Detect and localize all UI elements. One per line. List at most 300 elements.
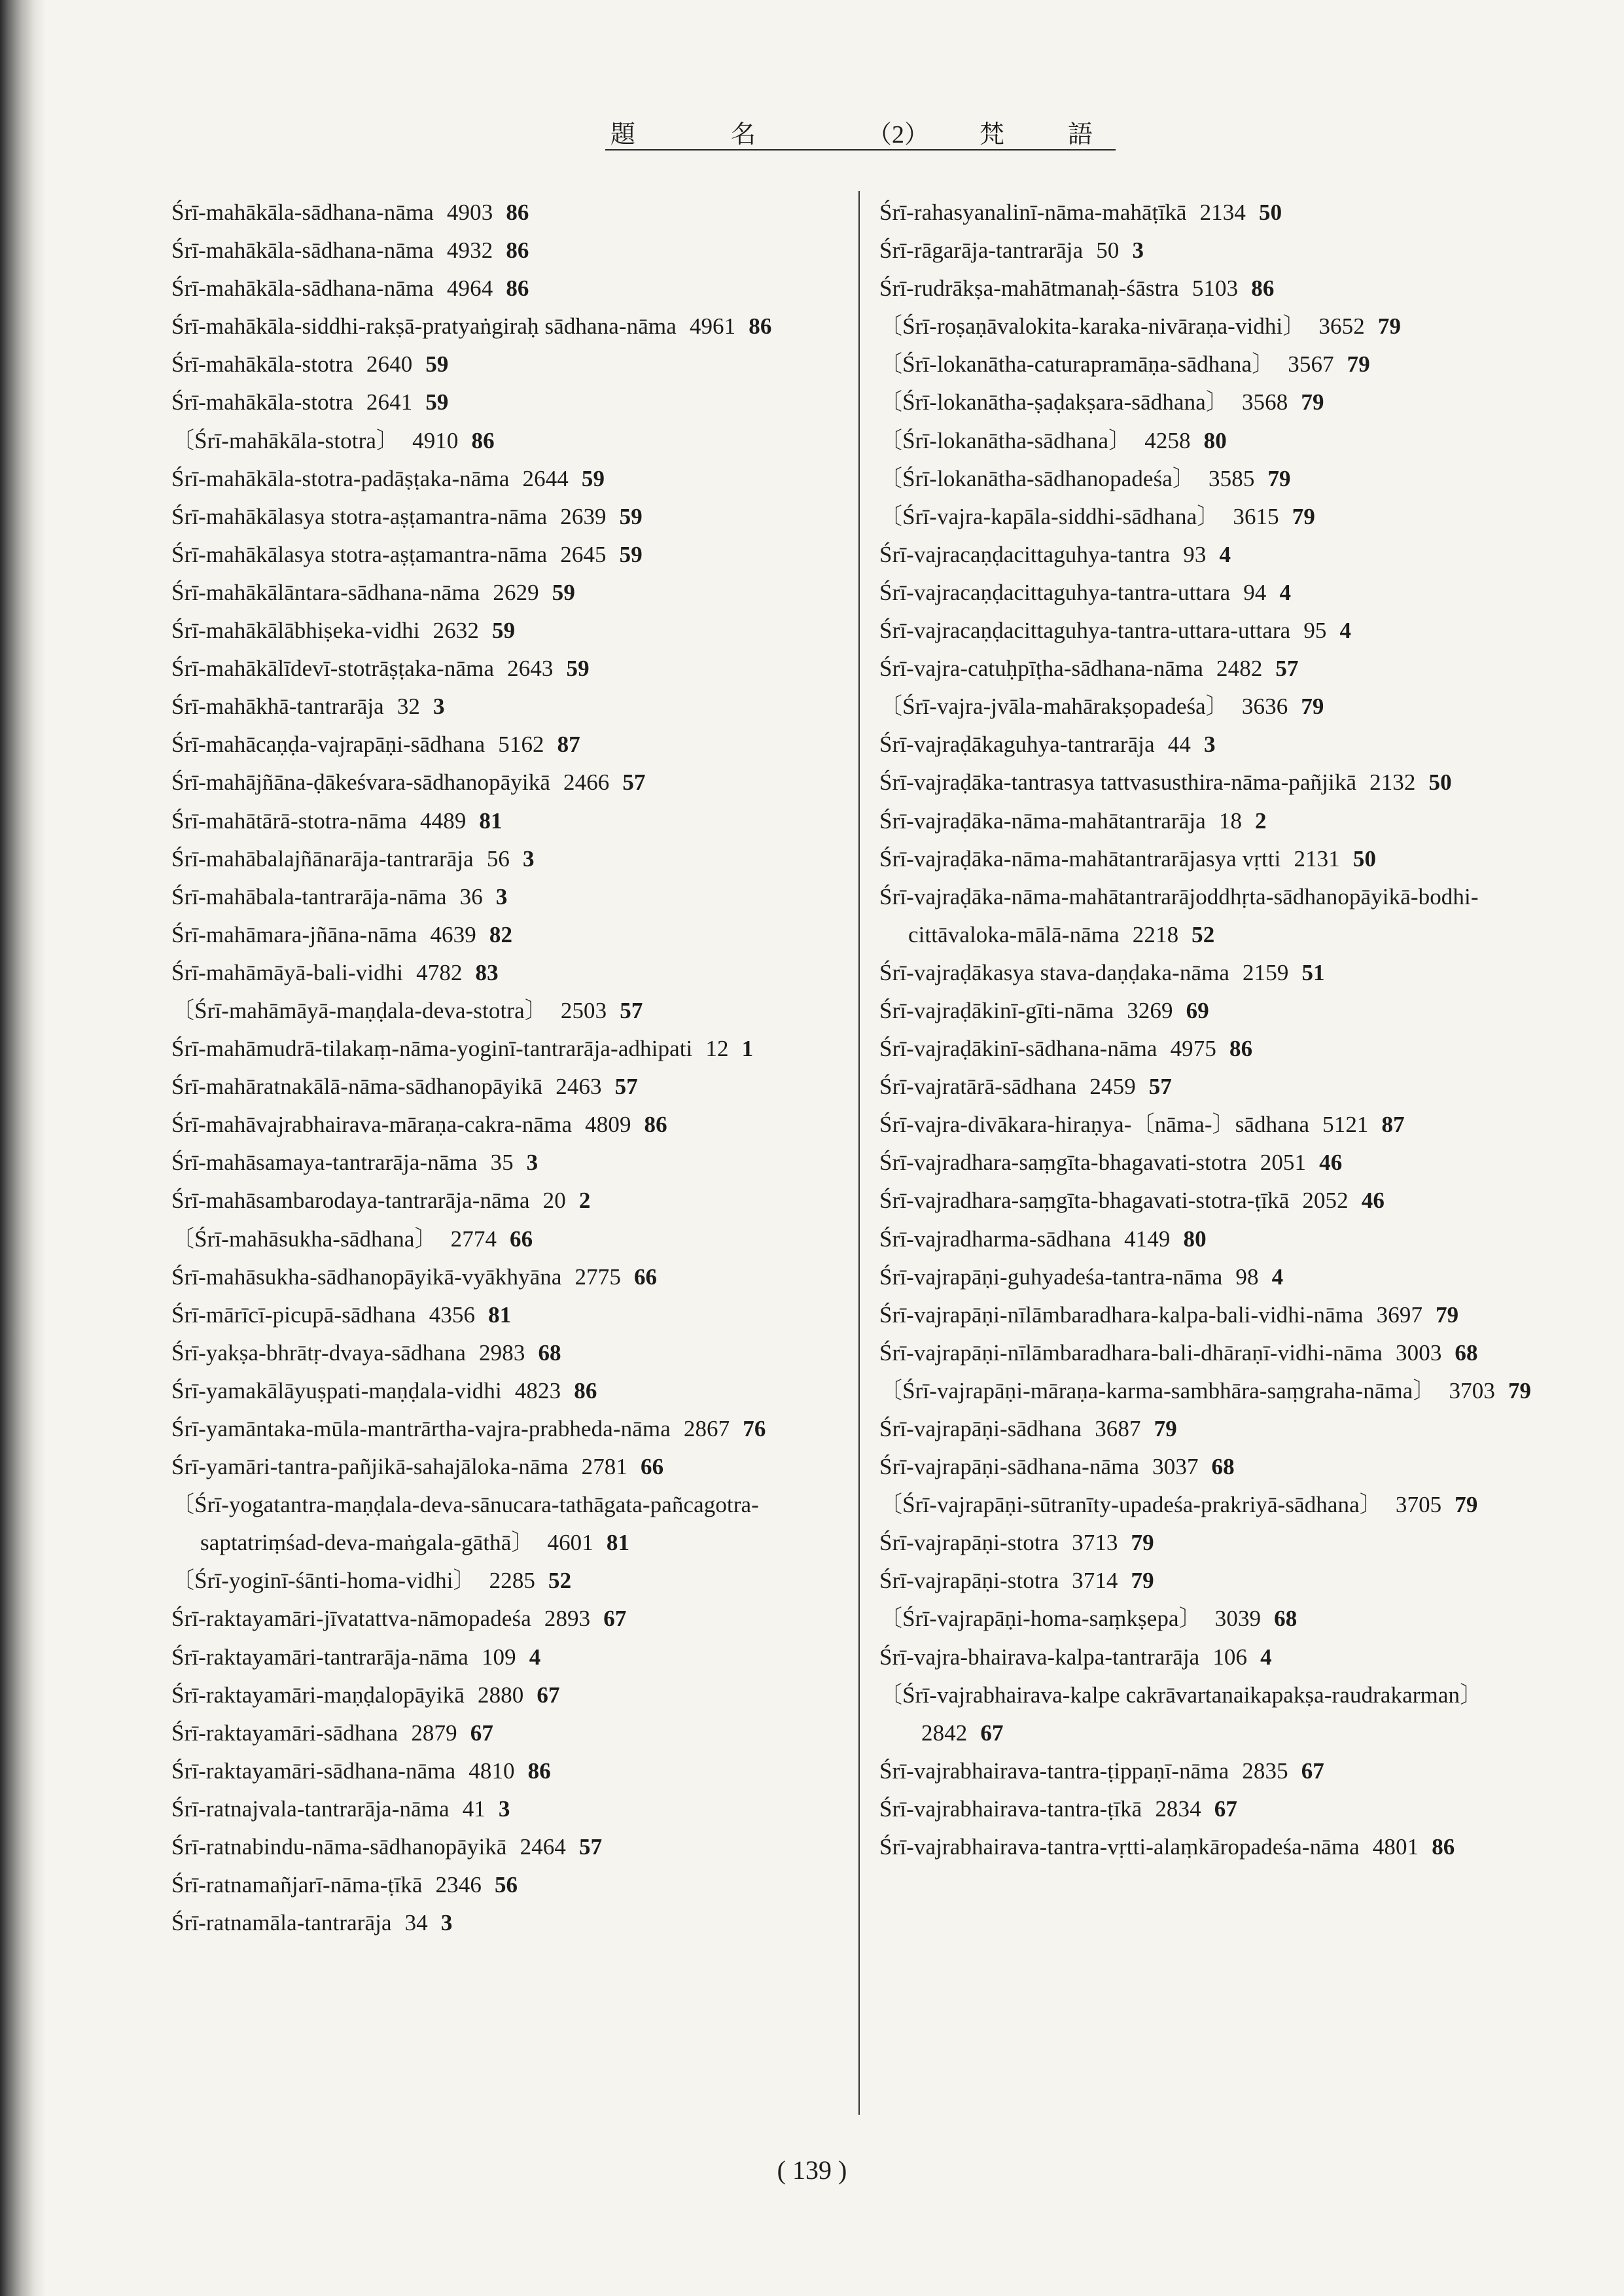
entry-volume: 66	[633, 1263, 658, 1290]
entry-title: Śrī-vajra-bhairava-kalpa-tantrarāja	[879, 1644, 1200, 1670]
entry-volume: 80	[1183, 1226, 1207, 1252]
entry-title: Śrī-mahāsamaya-tantrarāja-nāma	[171, 1150, 478, 1176]
entry-number: 3003	[1396, 1339, 1442, 1366]
entry-volume: 59	[492, 618, 516, 644]
index-entry	[171, 1144, 839, 1182]
entry-number: 2774	[450, 1226, 497, 1252]
entry-volume: 50	[1352, 845, 1377, 872]
entry-volume: 3	[498, 1795, 510, 1822]
entry-title: Śrī-mahāmara-jñāna-nāma	[171, 921, 417, 947]
entry-number: 5162	[498, 732, 544, 758]
entry-volume: 81	[479, 807, 503, 834]
entry-title: Śrī-yakṣa-bhrātṛ-dvaya-sādhana	[171, 1339, 467, 1366]
entry-number: 3697	[1376, 1301, 1423, 1328]
entry-volume: 3	[440, 1910, 453, 1936]
entry-volume: 68	[1211, 1454, 1235, 1480]
entry-number: 4810	[468, 1757, 515, 1784]
entry-title: Śrī-mahātārā-stotra-nāma	[171, 807, 408, 834]
entry-number: 3703	[1449, 1377, 1495, 1404]
entry-volume: 52	[548, 1568, 572, 1594]
entry-title: 〔Śrī-yoginī-śānti-homa-vidhi〕	[171, 1568, 476, 1594]
entry-title: Śrī-vajrabhairava-tantra-vṛtti-alaṃkāropadeśa-nāma	[879, 1834, 1360, 1860]
column-divider	[858, 191, 860, 2115]
index-entry	[171, 1676, 839, 1714]
entry-volume: 46	[1361, 1188, 1385, 1214]
entry-volume: 59	[619, 503, 643, 529]
entry-title: Śrī-yamāri-tantra-pañjikā-sahajāloka-nāma	[171, 1454, 569, 1480]
entry-title: Śrī-vajrapāṇi-nīlāmbaradhara-bali-dhāraṇī-vidhi-nāma	[879, 1339, 1383, 1366]
entry-title: Śrī-raktayamāri-sādhana-nāma	[171, 1757, 456, 1784]
entry-volume: 86	[1251, 275, 1275, 302]
entry-title: Śrī-mahājñāna-ḍākeśvara-sādhanopāyikā	[171, 769, 550, 796]
entry-volume: 4	[1279, 579, 1292, 605]
index-entry	[879, 764, 1566, 802]
entry-number: 2645	[560, 541, 607, 567]
index-entry	[171, 802, 839, 840]
entry-volume: 67	[980, 1720, 1004, 1746]
index-entry	[879, 1524, 1566, 1562]
entry-number: 2775	[574, 1263, 621, 1290]
entry-title: Śrī-mahāvajrabhairava-māraṇa-cakra-nāma	[171, 1112, 573, 1138]
index-entry	[171, 1448, 839, 1486]
index-entry	[171, 954, 839, 992]
entry-volume: 86	[1432, 1834, 1455, 1860]
entry-title: Śrī-yamāntaka-mūla-mantrārtha-vajra-prabheda-nāma	[171, 1416, 671, 1441]
index-entry	[171, 764, 839, 802]
entry-number: 2466	[563, 769, 610, 796]
index-entry	[879, 460, 1566, 498]
index-entry	[879, 688, 1566, 726]
header-title-char-1: 題	[610, 121, 636, 149]
entry-title: Śrī-vajrapāṇi-nīlāmbaradhara-kalpa-bali-vidhi-nāma	[879, 1301, 1364, 1328]
entry-number: 4932	[446, 238, 493, 264]
entry-number: 4964	[446, 275, 493, 302]
entry-title: Śrī-mahākāla-sādhana-nāma	[171, 275, 434, 302]
index-entry	[879, 802, 1566, 840]
entry-number: 3687	[1095, 1416, 1141, 1441]
entry-number: 2641	[366, 389, 413, 415]
entry-number: 2781	[581, 1454, 627, 1480]
entry-title: Śrī-mahākālāntara-sādhana-nāma	[171, 579, 480, 605]
entry-volume: 86	[506, 275, 529, 302]
entry-number: 4782	[416, 959, 463, 985]
index-entry	[879, 1752, 1566, 1790]
entry-number: 20	[542, 1188, 566, 1214]
entry-title: Śrī-vajrapāṇi-stotra	[879, 1568, 1059, 1594]
entry-number: 4961	[689, 313, 736, 340]
index-entry	[879, 1106, 1566, 1144]
entry-title: Śrī-mahāsukha-sādhanopāyikā-vyākhyāna	[171, 1263, 562, 1290]
index-entry	[171, 840, 839, 878]
entry-volume: 79	[1436, 1301, 1459, 1328]
index-entry	[879, 1296, 1566, 1334]
entry-title: Śrī-mahāratnakālā-nāma-sādhanopāyikā	[171, 1074, 543, 1100]
entry-title: Śrī-ratnamañjarī-nāma-ṭīkā	[171, 1872, 423, 1898]
entry-volume: 46	[1319, 1150, 1343, 1176]
entry-volume: 3	[526, 1150, 538, 1176]
index-entry	[879, 536, 1566, 574]
entry-title: 〔Śrī-vajrapāṇi-sūtranīty-upadeśa-prakriyā-sādhana〕	[879, 1492, 1383, 1518]
entry-volume: 69	[1186, 997, 1209, 1023]
entry-number: 36	[459, 883, 483, 910]
index-entry	[171, 1600, 839, 1638]
entry-volume: 79	[1301, 389, 1324, 415]
index-entry	[171, 1562, 839, 1600]
entry-number: 2842	[921, 1720, 968, 1746]
index-entry	[171, 574, 839, 612]
entry-volume: 4	[1339, 618, 1352, 644]
index-entry	[879, 1638, 1566, 1676]
index-entry	[171, 1182, 839, 1220]
entry-title: Śrī-mahākāla-sādhana-nāma	[171, 238, 434, 264]
entry-volume: 68	[1455, 1339, 1478, 1366]
index-entry	[171, 460, 839, 498]
right-index-column	[879, 194, 1566, 2111]
index-entry	[171, 916, 839, 954]
entry-volume: 57	[620, 997, 643, 1023]
index-entry	[171, 194, 839, 232]
index-entry	[879, 422, 1566, 460]
entry-volume: 3	[523, 845, 535, 872]
entry-number: 2052	[1302, 1188, 1349, 1214]
entry-volume: 50	[1428, 769, 1452, 796]
index-entry	[879, 1486, 1566, 1524]
entry-number: 3713	[1072, 1530, 1118, 1556]
index-entry	[171, 1220, 839, 1258]
entry-number: 2879	[411, 1720, 457, 1746]
entry-title: Śrī-vajradhara-saṃgīta-bhagavati-stotra-ṭīkā	[879, 1188, 1290, 1214]
entry-volume: 66	[641, 1454, 664, 1480]
entry-number: 4639	[430, 921, 476, 947]
entry-number: 2893	[544, 1606, 591, 1632]
entry-number: 94	[1243, 579, 1267, 605]
index-entry	[879, 992, 1566, 1030]
entry-title: Śrī-raktayamāri-jīvatattva-nāmopadeśa	[171, 1606, 531, 1632]
entry-title: Śrī-raktayamāri-tantrarāja-nāma	[171, 1644, 468, 1670]
entry-title: Śrī-mahākāla-sādhana-nāma	[171, 200, 434, 225]
entry-number: 4258	[1144, 427, 1191, 453]
index-entry	[879, 840, 1566, 878]
index-entry	[171, 688, 839, 726]
entry-title: Śrī-rudrākṣa-mahātmanaḥ-śāstra	[879, 275, 1179, 302]
entry-title: Śrī-rāgarāja-tantrarāja	[879, 238, 1084, 264]
entry-volume: 86	[574, 1377, 597, 1404]
index-entry	[171, 1828, 839, 1866]
entry-volume: 50	[1258, 200, 1282, 225]
entry-title: Śrī-mahābalajñānarāja-tantrarāja	[171, 845, 474, 872]
entry-volume: 79	[1377, 313, 1402, 340]
entry-volume: 51	[1301, 959, 1325, 985]
entry-volume: 86	[644, 1112, 667, 1138]
index-entry	[171, 270, 839, 308]
entry-volume: 66	[510, 1226, 533, 1252]
index-entry	[879, 574, 1566, 612]
entry-number: 35	[490, 1150, 514, 1176]
entry-volume: 68	[1274, 1606, 1297, 1632]
index-entry	[879, 1220, 1566, 1258]
index-entry	[171, 536, 839, 574]
entry-volume: 79	[1301, 694, 1324, 720]
entry-volume: 86	[749, 313, 772, 340]
entry-number: 4809	[585, 1112, 631, 1138]
index-entry	[879, 612, 1566, 650]
index-entry	[171, 1068, 839, 1106]
entry-volume: 3	[1132, 238, 1144, 264]
entry-number: 2880	[478, 1682, 524, 1708]
entry-volume: 59	[581, 465, 605, 491]
index-entry	[171, 1714, 839, 1752]
index-entry	[879, 1676, 1566, 1752]
index-entry	[171, 612, 839, 650]
entry-title: Śrī-mahākāla-stotra	[171, 389, 353, 415]
entry-title: Śrī-vajradharma-sādhana	[879, 1226, 1112, 1252]
entry-number: 2463	[556, 1074, 602, 1100]
page-header	[605, 110, 1116, 150]
entry-number: 32	[397, 694, 421, 720]
entry-number: 5103	[1192, 275, 1239, 302]
entry-number: 2834	[1155, 1795, 1201, 1822]
entry-title: Śrī-vajrapāṇi-stotra	[879, 1530, 1059, 1556]
entry-title: Śrī-mahākālīdevī-stotrāṣṭaka-nāma	[171, 656, 495, 682]
header-title-char-2: 名	[731, 121, 756, 149]
entry-number: 5121	[1322, 1112, 1369, 1138]
index-entry	[879, 345, 1566, 383]
entry-number: 4910	[412, 427, 459, 453]
entry-number: 2134	[1199, 200, 1246, 225]
index-entry	[879, 650, 1566, 688]
entry-volume: 79	[1267, 465, 1291, 491]
entry-title: Śrī-vajraḍāka-tantrasya tattvasusthira-nāma-pañjikā	[879, 769, 1357, 796]
entry-title: Śrī-vajrabhairava-tantra-ṭīkā	[879, 1795, 1142, 1822]
entry-number: 4801	[1372, 1834, 1419, 1860]
entry-title: Śrī-mahākāla-siddhi-rakṣā-pratyaṅgiraḥ sādhana-nāma	[171, 313, 677, 340]
index-entry	[879, 383, 1566, 421]
entry-number: 4823	[514, 1377, 561, 1404]
entry-number: 12	[705, 1036, 729, 1062]
entry-volume: 52	[1192, 921, 1215, 947]
index-entry	[171, 992, 839, 1030]
index-entry	[879, 1258, 1566, 1296]
index-entry	[879, 878, 1566, 954]
entry-volume: 3	[433, 694, 445, 720]
entry-title: Śrī-ratnajvala-tantrarāja-nāma	[171, 1795, 450, 1822]
entry-title: 〔Śrī-lokanātha-caturapramāṇa-sādhana〕	[879, 351, 1275, 378]
entry-title: Śrī-vajraḍākinī-gīti-nāma	[879, 997, 1114, 1023]
entry-volume: 4	[1271, 1263, 1284, 1290]
index-entry	[171, 498, 839, 536]
entry-title: Śrī-vajraḍāka-nāma-mahātantrarājasya vṛtti	[879, 845, 1281, 872]
index-entry	[879, 1828, 1566, 1866]
index-entry	[879, 498, 1566, 536]
entry-volume: 1	[741, 1036, 754, 1062]
entry-title: Śrī-vajra-divākara-hiraṇya-〔nāma-〕sādhana	[879, 1112, 1310, 1138]
entry-number: 44	[1167, 732, 1191, 758]
entry-title: Śrī-mahākālasya stotra-aṣṭamantra-nāma	[171, 541, 548, 567]
index-entry	[171, 1486, 839, 1562]
entry-volume: 81	[606, 1530, 630, 1556]
entry-volume: 4	[1260, 1644, 1272, 1670]
entry-volume: 67	[537, 1682, 560, 1708]
entry-volume: 86	[471, 427, 495, 453]
entry-number: 2644	[522, 465, 569, 491]
entry-title: Śrī-vajrabhairava-tantra-ṭippaṇī-nāma	[879, 1757, 1229, 1784]
entry-number: 3568	[1241, 389, 1288, 415]
entry-number: 3705	[1395, 1492, 1442, 1518]
entry-number: 4975	[1170, 1036, 1216, 1062]
header-language-char-2: 語	[1068, 121, 1093, 149]
entry-volume: 81	[488, 1301, 512, 1328]
entry-volume: 79	[1131, 1530, 1154, 1556]
entry-number: 3636	[1241, 694, 1288, 720]
entry-number: 4149	[1124, 1226, 1171, 1252]
entry-title: Śrī-mārīcī-picupā-sādhana	[171, 1301, 416, 1328]
entry-title: 〔Śrī-vajra-kapāla-siddhi-sādhana〕	[879, 503, 1220, 529]
entry-number: 4601	[547, 1530, 593, 1556]
entry-volume: 3	[495, 883, 508, 910]
entry-title: Śrī-mahābala-tantrarāja-nāma	[171, 883, 447, 910]
index-entry	[879, 1448, 1566, 1486]
entry-number: 3039	[1214, 1606, 1262, 1632]
index-entry	[879, 1030, 1566, 1068]
entry-volume: 2	[1255, 807, 1267, 834]
entry-volume: 59	[552, 579, 575, 605]
index-entry	[171, 726, 839, 764]
index-entry	[171, 1410, 839, 1448]
entry-number: 2482	[1216, 656, 1263, 682]
entry-title: Śrī-vajraḍākinī-sādhana-nāma	[879, 1036, 1157, 1062]
entry-number: 3652	[1318, 313, 1365, 340]
entry-title: Śrī-mahākāla-stotra-padāṣṭaka-nāma	[171, 465, 510, 491]
entry-title: Śrī-raktayamāri-sādhana	[171, 1720, 398, 1746]
entry-title: 〔Śrī-lokanātha-ṣaḍakṣara-sādhana〕	[879, 389, 1229, 415]
entry-number: 3567	[1288, 351, 1334, 378]
entry-title: Śrī-rahasyanalinī-nāma-mahāṭīkā	[879, 200, 1187, 225]
entry-title: Śrī-vajraḍāka-nāma-mahātantrarāja	[879, 807, 1206, 834]
entry-title: Śrī-ratnamāla-tantrarāja	[171, 1910, 392, 1936]
index-entry	[879, 1562, 1566, 1600]
entry-number: 2051	[1260, 1150, 1307, 1176]
header-section-number: （2）	[867, 121, 930, 149]
entry-number: 50	[1096, 238, 1120, 264]
index-entry	[171, 232, 839, 270]
entry-number: 3585	[1209, 465, 1255, 491]
index-entry	[171, 1334, 839, 1372]
entry-volume: 86	[527, 1757, 551, 1784]
entry-number: 2459	[1089, 1074, 1136, 1100]
entry-number: 2131	[1294, 845, 1340, 872]
index-entry	[171, 1752, 839, 1790]
entry-number: 109	[481, 1644, 516, 1670]
entry-title: Śrī-mahākālābhiṣeka-vidhi	[171, 618, 420, 644]
index-entry	[879, 1144, 1566, 1182]
entry-volume: 67	[1301, 1757, 1324, 1784]
entry-number: 106	[1212, 1644, 1248, 1670]
entry-volume: 67	[470, 1720, 493, 1746]
entry-number: 98	[1235, 1263, 1259, 1290]
header-language-char-1: 梵	[980, 121, 1005, 149]
entry-volume: 2	[578, 1188, 591, 1214]
index-entry	[171, 1904, 839, 1942]
entry-volume: 57	[614, 1074, 638, 1100]
entry-number: 2503	[560, 997, 607, 1023]
entry-number: 4356	[429, 1301, 476, 1328]
index-entry	[171, 1258, 839, 1296]
index-entry	[879, 1372, 1566, 1410]
entry-volume: 56	[494, 1872, 518, 1898]
entry-volume: 59	[425, 389, 449, 415]
entry-title: 〔Śrī-mahākāla-stotra〕	[171, 427, 400, 453]
entry-volume: 79	[1508, 1377, 1532, 1404]
entry-title: Śrī-vajraḍākaguhya-tantrarāja	[879, 732, 1155, 758]
entry-volume: 57	[1275, 656, 1299, 682]
entry-volume: 87	[557, 732, 580, 758]
index-entry	[171, 1296, 839, 1334]
index-entry	[879, 1068, 1566, 1106]
entry-title: Śrī-vajratārā-sādhana	[879, 1074, 1077, 1100]
entry-number: 2132	[1369, 769, 1416, 796]
entry-title: Śrī-mahākālasya stotra-aṣṭamantra-nāma	[171, 503, 548, 529]
entry-volume: 57	[622, 769, 646, 796]
index-entry	[171, 878, 839, 916]
entry-number: 34	[404, 1910, 428, 1936]
entry-title: 〔Śrī-lokanātha-sādhanopadeśa〕	[879, 465, 1196, 491]
index-entry	[879, 954, 1566, 992]
entry-number: 56	[486, 845, 510, 872]
entry-title: Śrī-vajrapāṇi-sādhana	[879, 1416, 1082, 1441]
index-entry	[879, 308, 1566, 345]
entry-number: 95	[1303, 618, 1327, 644]
entry-title: Śrī-yamakālāyuṣpati-maṇḍala-vidhi	[171, 1377, 502, 1404]
entry-volume: 79	[1131, 1568, 1154, 1594]
entry-number: 3714	[1072, 1568, 1118, 1594]
entry-volume: 59	[619, 541, 643, 567]
entry-volume: 86	[506, 238, 529, 264]
entry-number: 2346	[435, 1872, 482, 1898]
entry-number: 2643	[507, 656, 554, 682]
index-entry	[879, 270, 1566, 308]
index-entry	[171, 308, 839, 345]
entry-number: 3037	[1152, 1454, 1199, 1480]
entry-volume: 67	[1214, 1795, 1237, 1822]
entry-volume: 3	[1203, 732, 1216, 758]
index-entry	[879, 726, 1566, 764]
entry-volume: 4	[1219, 541, 1231, 567]
entry-title: 〔Śrī-vajrapāṇi-māraṇa-karma-sambhāra-saṃgraha-nāma〕	[879, 1377, 1436, 1404]
entry-title: Śrī-mahākāla-stotra	[171, 351, 353, 378]
entry-volume: 67	[603, 1606, 627, 1632]
entry-title: 〔Śrī-vajrapāṇi-homa-saṃkṣepa〕	[879, 1606, 1202, 1632]
left-index-column	[171, 194, 839, 2111]
entry-title: Śrī-vajraḍāka-nāma-mahātantrarājoddhṛta-sādhanopāyikā-bodhi-cittāvaloka-mālā-nāma	[879, 883, 1479, 947]
scan-edge-shadow	[0, 0, 46, 2296]
index-entry	[171, 422, 839, 460]
entry-title: Śrī-vajrapāṇi-guhyadeśa-tantra-nāma	[879, 1263, 1223, 1290]
entry-volume: 83	[475, 959, 499, 985]
page-number: ( 139 )	[777, 2155, 847, 2185]
entry-title: Śrī-vajradhara-saṃgīta-bhagavati-stotra	[879, 1150, 1247, 1176]
index-entry	[171, 383, 839, 421]
entry-volume: 79	[1347, 351, 1370, 378]
index-entry	[171, 650, 839, 688]
entry-volume: 57	[578, 1834, 603, 1860]
entry-volume: 86	[506, 200, 529, 225]
entry-title: Śrī-ratnabindu-nāma-sādhanopāyikā	[171, 1834, 507, 1860]
entry-number: 2867	[683, 1416, 730, 1441]
entry-title: 〔Śrī-yogatantra-maṇḍala-deva-sānucara-tathāgata-pañcagotra-saptatriṃśad-deva-maṅgala-gāthā〕	[171, 1492, 759, 1556]
entry-title: 〔Śrī-mahāmāyā-maṇḍala-deva-stotra〕	[171, 997, 548, 1023]
entry-number: 41	[462, 1795, 485, 1822]
entry-number: 2983	[479, 1339, 525, 1366]
